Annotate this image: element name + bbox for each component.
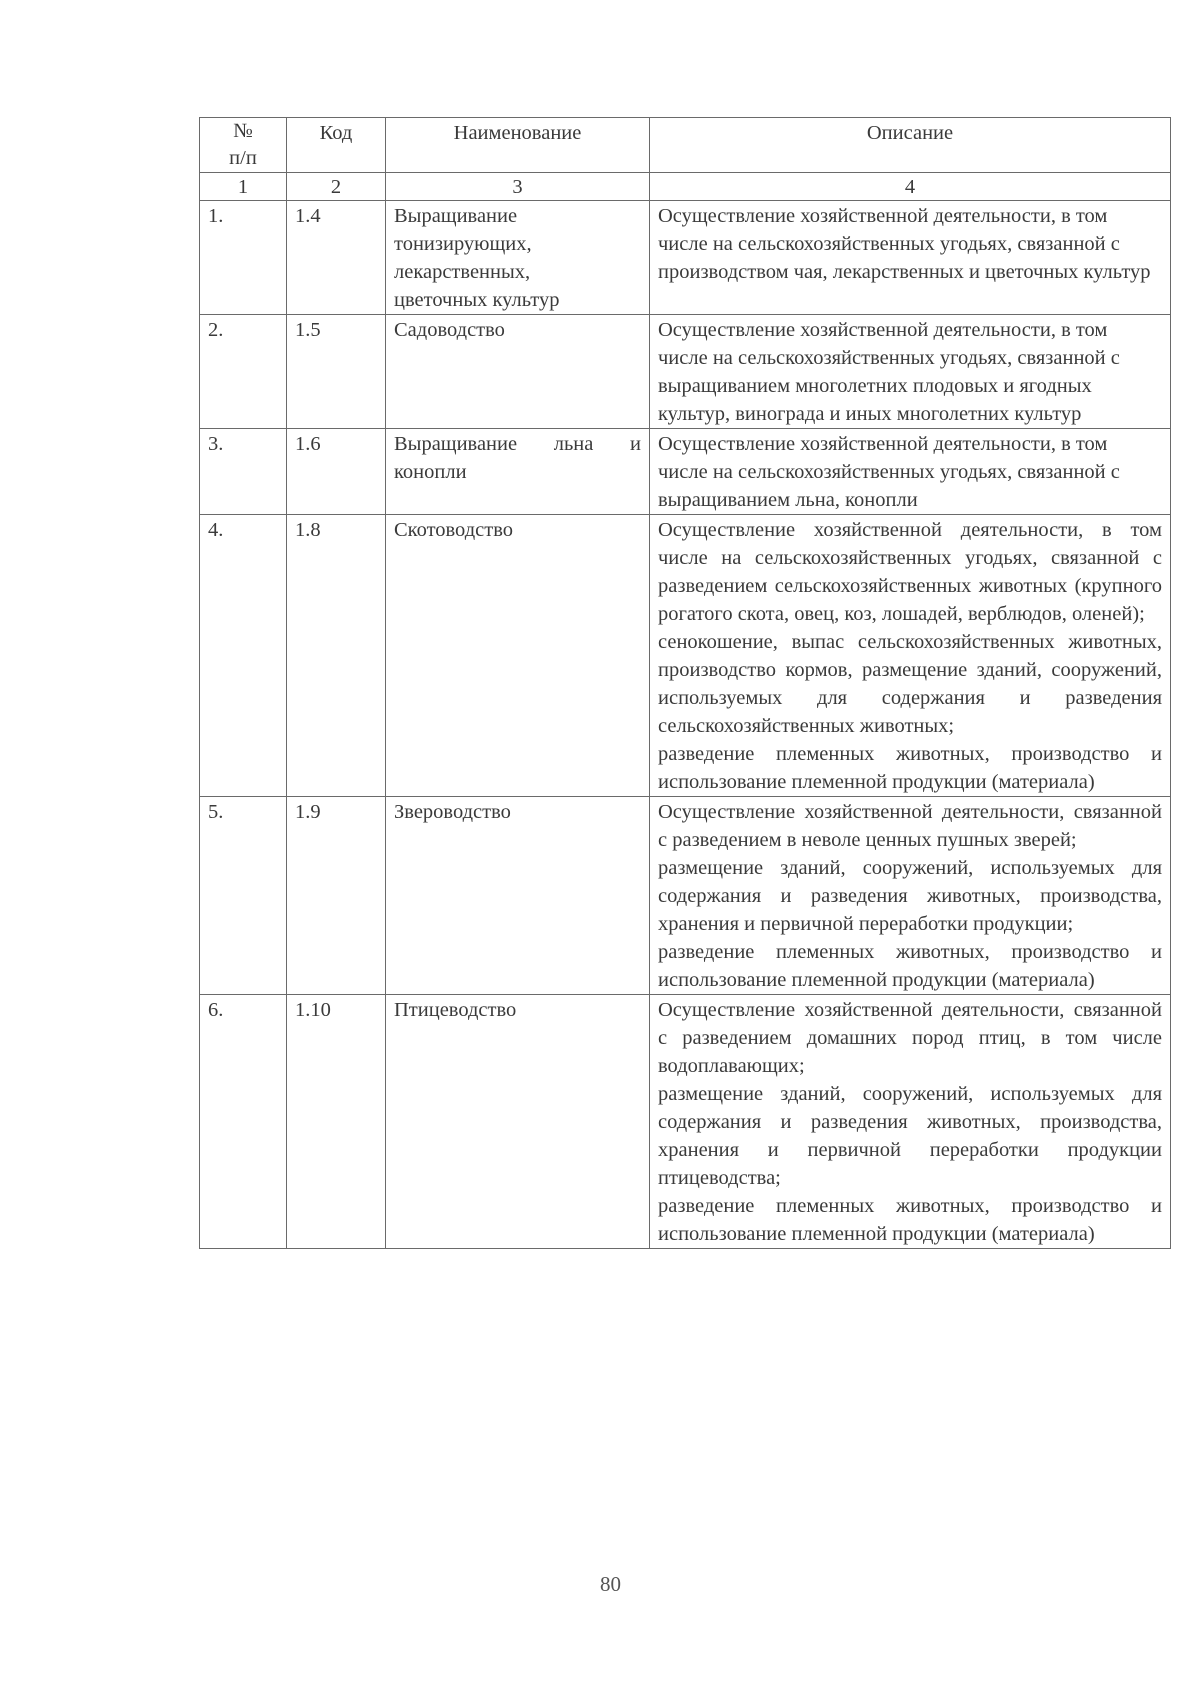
table-row bbox=[200, 429, 1171, 515]
header-number bbox=[200, 118, 287, 173]
header-code: Код bbox=[287, 118, 386, 173]
table-row bbox=[200, 515, 1171, 797]
row-name: Звероводство bbox=[386, 797, 650, 995]
row-description: Осуществление хозяйственной деятельности, в том числе на сельскохозяйственных угодьях, связанной с выращиванием льна, конопли bbox=[650, 429, 1171, 515]
row-description: Осуществление хозяйственной деятельности, связанной с разведением домашних пород птиц, в том числе водоплавающих; размещение зданий, сооружений, используемых для содержания и разведения животных, производства, хранения и первичной переработки продукции птицеводства; разведение племенных животных, производство и использование племенной продукции (материала) bbox=[650, 995, 1171, 1249]
table-row bbox=[200, 201, 1171, 315]
land-use-table bbox=[199, 117, 1171, 1249]
column-number-row bbox=[200, 173, 1171, 201]
row-description: Осуществление хозяйственной деятельности, в том числе на сельскохозяйственных угодьях, связанной с выращиванием многолетних плодовых и ягодных культур, винограда и иных многолетних культур bbox=[650, 315, 1171, 429]
row-number: 3. bbox=[200, 429, 287, 515]
page-number: 80 bbox=[600, 1572, 621, 1596]
column-number: 4 bbox=[650, 173, 1171, 201]
row-name: Выращивание льна и конопли bbox=[386, 429, 650, 515]
column-number: 3 bbox=[386, 173, 650, 201]
row-number: 6. bbox=[200, 995, 287, 1249]
row-description: Осуществление хозяйственной деятельности, в том числе на сельскохозяйственных угодьях, связанной с производством чая, лекарственных и цветочных культур bbox=[650, 201, 1171, 315]
row-name: Садоводство bbox=[386, 315, 650, 429]
row-code: 1.5 bbox=[287, 315, 386, 429]
row-code: 1.6 bbox=[287, 429, 386, 515]
row-code: 1.9 bbox=[287, 797, 386, 995]
header-name: Наименование bbox=[386, 118, 650, 173]
row-description: Осуществление хозяйственной деятельности, связанной с разведением в неволе ценных пушных зверей; размещение зданий, сооружений, используемых для содержания и разведения животных, производства, хранения и первичной переработки продукции; разведение племенных животных, производство и использование племенной продукции (материала) bbox=[650, 797, 1171, 995]
row-code: 1.10 bbox=[287, 995, 386, 1249]
row-description: Осуществление хозяйственной деятельности, в том числе на сельскохозяйственных угодьях, связанной с разведением сельскохозяйственных животных (крупного рогатого скота, овец, коз, лошадей, верблюдов, оленей); сенокошение, выпас сельскохозяйственных животных, производство кормов, размещение зданий, сооружений, используемых для содержания и разведения сельскохозяйственных животных; разведение племенных животных, производство и использование племенной продукции (материала) bbox=[650, 515, 1171, 797]
table-row bbox=[200, 995, 1171, 1249]
header-row bbox=[200, 118, 1171, 173]
row-number: 4. bbox=[200, 515, 287, 797]
table-row bbox=[200, 797, 1171, 995]
row-number: 2. bbox=[200, 315, 287, 429]
row-code: 1.4 bbox=[287, 201, 386, 315]
row-code: 1.8 bbox=[287, 515, 386, 797]
column-number: 2 bbox=[287, 173, 386, 201]
header-description: Описание bbox=[650, 118, 1171, 173]
row-number: 1. bbox=[200, 201, 287, 315]
row-number: 5. bbox=[200, 797, 287, 995]
row-name: Скотоводство bbox=[386, 515, 650, 797]
row-name: Выращивание тонизирующих, лекарственных, цветочных культур bbox=[386, 201, 650, 315]
row-name: Птицеводство bbox=[386, 995, 650, 1249]
table-row bbox=[200, 315, 1171, 429]
header-number-text: № п/п bbox=[229, 120, 257, 169]
column-number: 1 bbox=[200, 173, 287, 201]
